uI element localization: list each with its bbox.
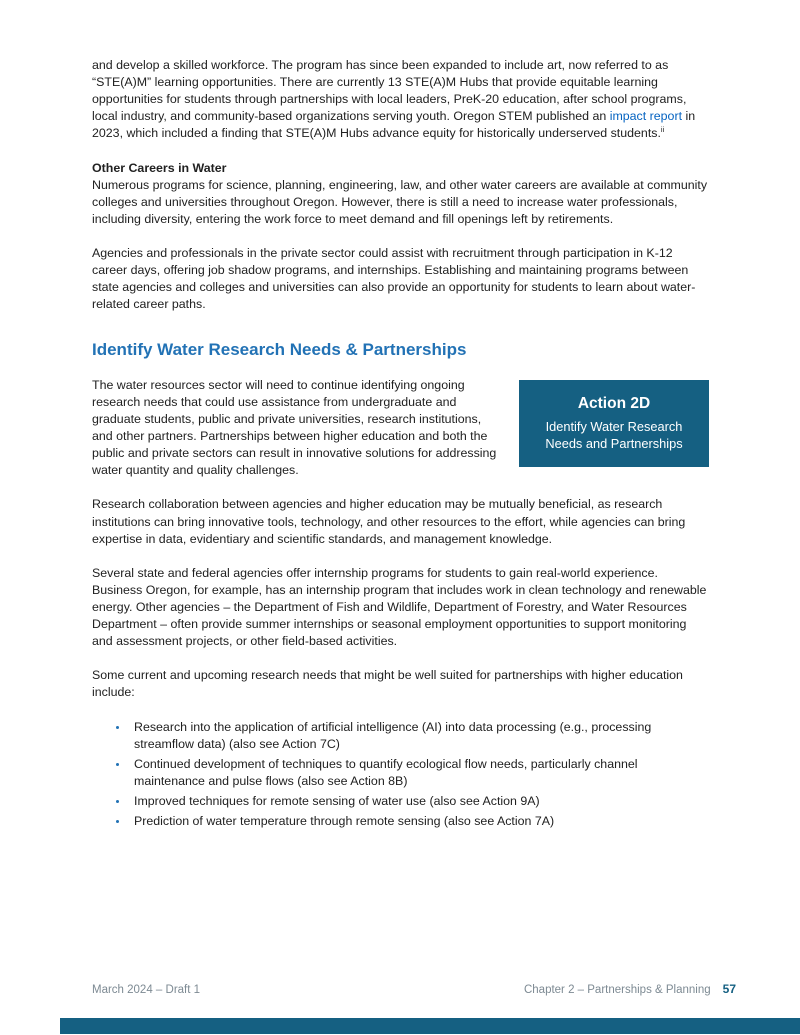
list-item: • Continued development of techniques to quantify ecological flow needs, particularly channel maintenance and pulse flows (also see Action 8B): [129, 756, 709, 790]
paragraph-stem-text-2: in 2023, which included a finding that STE(A)M Hubs advance equity for historically underserved students.: [92, 109, 696, 141]
footer-date-draft: March 2024 – Draft 1: [92, 984, 201, 996]
footer-chapter-group: [524, 982, 736, 996]
list-item: • Research into the application of artificial intelligence (AI) into data processing (e.g., processing streamflow data) (also see Action 7C): [129, 719, 709, 753]
research-needs-list: [129, 719, 709, 831]
paragraph-research-collaboration: Research collaboration between agencies and higher education may be mutually beneficial, as research institutions can bring innovative tools, technology, and other resources to the effort, while agencies can bring expertise in data, evidentiary and scientific standards, and management knowledge.: [92, 497, 686, 546]
paragraph-stem-hubs: [92, 57, 709, 143]
paragraph-research-needs-lead: Some current and upcoming research needs that might be well suited for partnerships with higher education include:: [92, 668, 683, 700]
heading-research-needs: Identify Water Research Needs & Partnerships: [92, 340, 467, 360]
paragraph-research-intro: The water resources sector will need to continue identifying ongoing research needs that could use assistance from undergraduate and graduate students, public and private universities, research institutions, and other partners. Partnerships between higher education and both the public and private sectors can result in innovative solutions for addressing water quantity and quality challenges.: [92, 377, 497, 478]
page-number: 57: [722, 982, 736, 996]
list-item: • Improved techniques for remote sensing of water use (also see Action 9A): [129, 793, 709, 810]
list-item: • Prediction of water temperature through remote sensing (also see Action 7A): [129, 813, 709, 830]
paragraph-internships: Several state and federal agencies offer internship programs for students to gain real-world experience. Business Oregon, for example, has an internship program that includes work in clean technology and renewable energy. Other agencies – the Department of Fish and Wildlife, Department of Forestry, and Water Resources Department – often provide summer internships or seasonal employment opportunities to support monitoring and assessment projects, or other field-based activities.: [92, 565, 707, 649]
paragraph-stem-text-1: and develop a skilled workforce. The program has since been expanded to include art, now referred to as “STE(A)M” learning opportunities. There are currently 13 STE(A)M Hubs that provide equitable learning opportunities for students through partnerships with local leaders, PreK-20 education, after school programs, local industry, and community-based organizations serving youth. Oregon STEM published an: [92, 58, 687, 124]
action-box-subtitle: Identify Water Research Needs and Partnerships: [545, 419, 683, 451]
footer-chapter-label: Chapter 2 – Partnerships & Planning: [523, 984, 711, 996]
heading-other-careers: Other Careers in Water: [92, 160, 227, 175]
impact-report-link[interactable]: impact report: [609, 109, 683, 124]
action-2d-callout-box: [519, 380, 709, 468]
research-intro-wrap: [92, 377, 709, 480]
paragraph-other-careers-1: Numerous programs for science, planning, engineering, law, and other water careers are available at community colleges and universities throughout Oregon. However, there is still a need to increase water professionals, including diversity, entering the work force to meet demand and fill openings left by retirements.: [92, 177, 708, 226]
page-footer: [92, 982, 736, 996]
paragraph-other-careers-2: Agencies and professionals in the private sector could assist with recruitment through participation in K-12 career days, offering job shadow programs, and internships. Establishing and maintaining programs between state agencies and colleges and universities can also provide an opportunity for students to learn about water-related career paths.: [92, 245, 696, 312]
bottom-accent-bar: [60, 1018, 800, 1034]
footnote-marker: ii: [660, 125, 665, 135]
action-box-title: Action 2D: [577, 394, 651, 412]
page-content: [92, 57, 709, 847]
